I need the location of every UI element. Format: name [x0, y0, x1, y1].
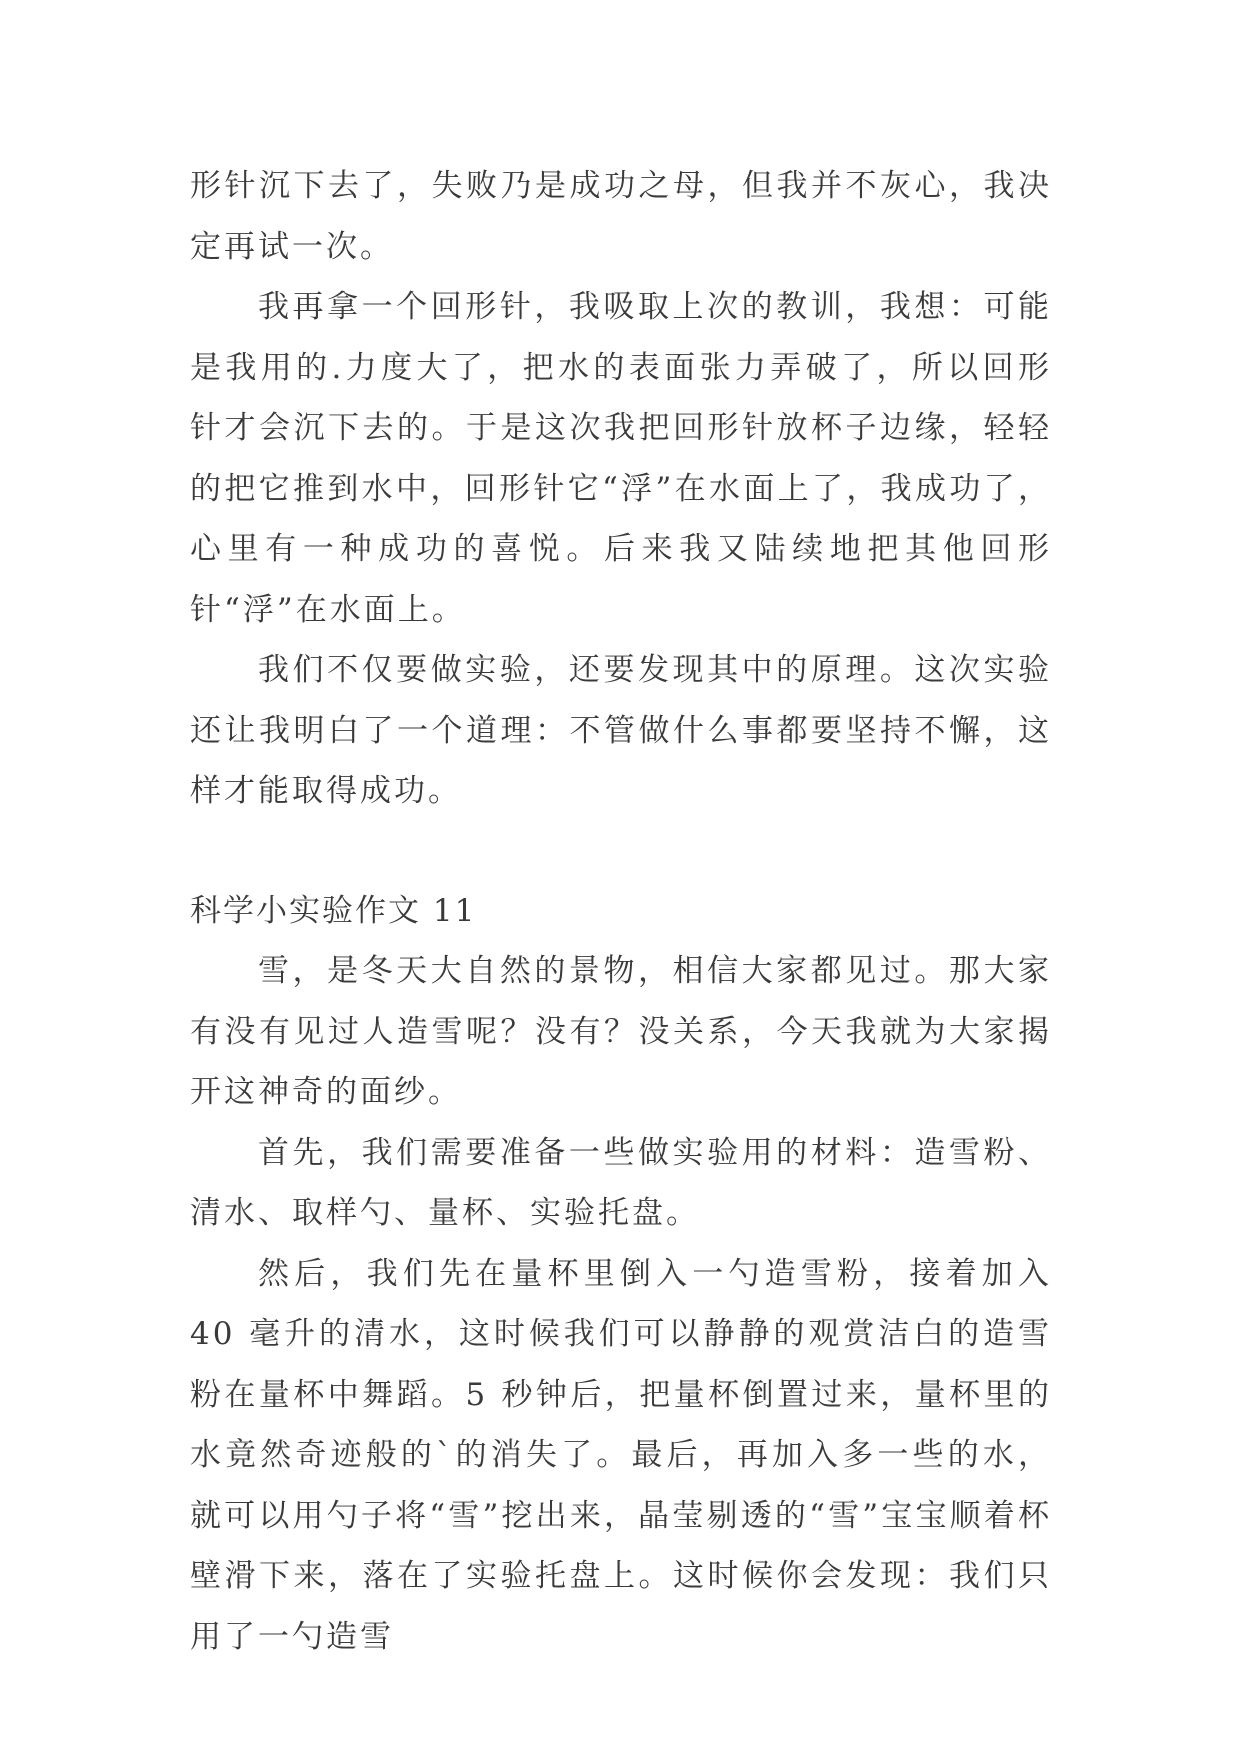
paragraph: 我们不仅要做实验，还要发现其中的原理。这次实验还让我明白了一个道理：不管做什么事都要坚持不懈，这样才能取得成功。 — [190, 652, 1052, 809]
paragraph: 我再拿一个回形针，我吸取上次的教训，我想：可能是我用的.力度大了，把水的表面张力弄破了，所以回形针才会沉下去的。于是这次我把回形针放杯子边缘，轻轻的把它推到水中，回形针它“浮”在水面上了，我成功了，心里有一种成功的喜悦。后来我又陆续地把其他回形针“浮”在水面上。 — [190, 289, 1052, 628]
body-text — [190, 156, 1052, 1667]
paragraph: 首先，我们需要准备一些做实验用的材料：造雪粉、清水、取样勺、量杯、实验托盘。 — [190, 1134, 1052, 1231]
paragraph: 然后，我们先在量杯里倒入一勺造雪粉，接着加入 40 毫升的清水，这时候我们可以静静的观赏洁白的造雪粉在量杯中舞蹈。5 秒钟后，把量杯倒置过来，量杯里的水竟然奇迹般的`的消失了。最后，再加入多一些的水，就可以用勺子将“雪”挖出来，晶莹剔透的“雪”宝宝顺着杯壁滑下来，落在了实验托盘上。这时候你会发现：我们只用了一勺造雪 — [190, 1255, 1052, 1655]
paragraph-continuation: 形针沉下去了，失败乃是成功之母，但我并不灰心，我决定再试一次。 — [190, 168, 1052, 265]
paragraph: 雪，是冬天大自然的景物，相信大家都见过。那大家有没有见过人造雪呢？没有？没关系，今天我就为大家揭开这神奇的面纱。 — [190, 953, 1052, 1110]
section-title: 科学小实验作文 11 — [190, 892, 477, 929]
section-spacer — [190, 822, 1052, 881]
